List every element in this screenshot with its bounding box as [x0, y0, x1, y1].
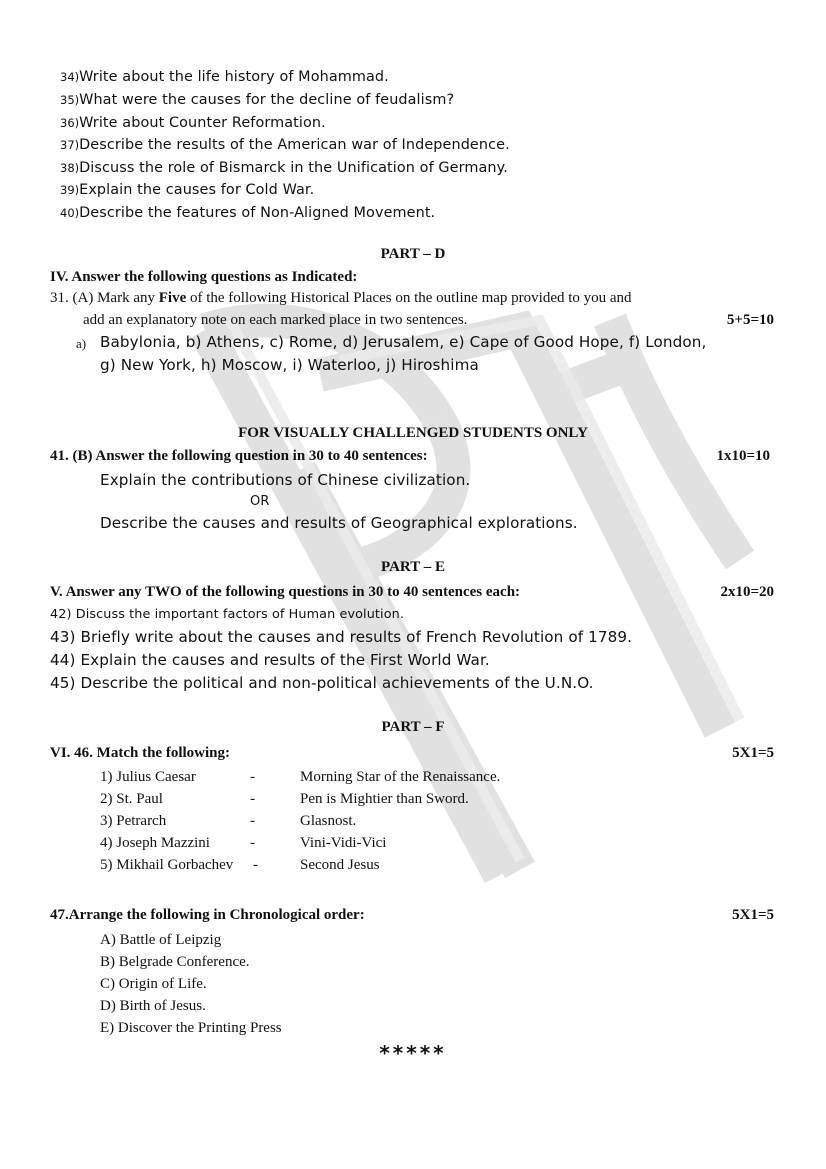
match-left-3: 3) Petrarch — [100, 813, 167, 829]
chronology-item-c: C) Origin of Life. — [100, 976, 207, 992]
question-47-instruction: 47.Arrange the following in Chronological order: — [50, 907, 365, 923]
match-left-2: 2) St. Paul — [100, 791, 163, 807]
question-text: Write about the life history of Mohammad. — [79, 69, 389, 85]
part-d-heading: PART – D — [380, 246, 446, 262]
question-number: 36) — [60, 116, 80, 130]
question-43: 43) Briefly write about the causes and results of French Revolution of 1789. — [50, 628, 633, 646]
question-31-rest: of the following Historical Places on the outline map provided to you and — [186, 290, 632, 306]
question-31-prefix: 31. (A) Mark any — [50, 290, 159, 306]
question-31-line1 — [50, 290, 632, 307]
visually-challenged-heading: FOR VISUALLY CHALLENGED STUDENTS ONLY — [238, 425, 588, 441]
part-e-marks: 2x10=20 — [720, 584, 774, 600]
question-40 — [60, 202, 435, 221]
match-dash-1: - — [250, 769, 255, 785]
question-39 — [60, 179, 314, 198]
question-number: 37) — [60, 138, 80, 152]
or-separator: OR — [250, 494, 270, 509]
question-35 — [60, 89, 454, 108]
chronology-item-a: A) Battle of Leipzig — [100, 932, 222, 948]
match-dash-2: - — [250, 791, 255, 807]
places-list-line2: g) New York, h) Moscow, i) Waterloo, j) Hiroshima — [100, 356, 479, 374]
question-41-marks: 1x10=10 — [716, 448, 770, 464]
question-36 — [60, 112, 326, 131]
question-31-line2: add an explanatory note on each marked place in two sentences. — [83, 312, 468, 328]
question-number: 35) — [60, 93, 80, 107]
match-left-1: 1) Julius Caesar — [100, 769, 196, 785]
question-44: 44) Explain the causes and results of the First World War. — [50, 651, 490, 669]
question-42: 42) Discuss the important factors of Human evolution. — [50, 607, 404, 622]
question-text: Explain the causes for Cold War. — [79, 182, 315, 198]
question-41-option-2: Describe the causes and results of Geographical explorations. — [100, 514, 578, 532]
match-left-4: 4) Joseph Mazzini — [100, 835, 210, 851]
question-text: Describe the features of Non-Aligned Movement. — [79, 205, 436, 221]
question-31-marks: 5+5=10 — [726, 312, 774, 328]
question-46-marks: 5X1=5 — [732, 745, 774, 761]
question-number: 39) — [60, 183, 80, 197]
question-37 — [60, 134, 510, 153]
question-number: 40) — [60, 206, 80, 220]
places-list-line1: Babylonia, b) Athens, c) Rome, d) Jerusalem, e) Cape of Good Hope, f) London, — [100, 333, 707, 351]
match-dash-5: - — [253, 857, 258, 873]
match-right-4: Vini-Vidi-Vici — [300, 835, 387, 851]
question-45: 45) Describe the political and non-political achievements of the U.N.O. — [50, 674, 594, 692]
match-dash-3: - — [250, 813, 255, 829]
part-f-heading: PART – F — [381, 719, 445, 735]
match-right-1: Morning Star of the Renaissance. — [300, 769, 501, 785]
end-of-paper-marker: ***** — [379, 1041, 447, 1065]
question-47-marks: 5X1=5 — [732, 907, 774, 923]
match-right-3: Glasnost. — [300, 813, 357, 829]
question-text: What were the causes for the decline of feudalism? — [79, 92, 455, 108]
chronology-item-e: E) Discover the Printing Press — [100, 1020, 282, 1036]
question-text: Describe the results of the American war of Independence. — [79, 137, 510, 153]
question-41-instruction: 41. (B) Answer the following question in 30 to 40 sentences: — [50, 448, 428, 464]
part-d-instruction: IV. Answer the following questions as Indicated: — [50, 269, 358, 285]
question-number: 38) — [60, 161, 80, 175]
places-list-label: a) — [76, 336, 87, 351]
question-46-instruction: VI. 46. Match the following: — [50, 745, 230, 761]
question-text: Discuss the role of Bismarck in the Unification of Germany. — [79, 160, 508, 176]
question-text: Write about Counter Reformation. — [79, 115, 326, 131]
part-e-heading: PART – E — [381, 559, 445, 575]
match-dash-4: - — [250, 835, 255, 851]
question-31-emphasis: Five — [158, 290, 187, 306]
match-right-5: Second Jesus — [300, 857, 380, 873]
match-right-2: Pen is Mightier than Sword. — [300, 791, 469, 807]
chronology-item-b: B) Belgrade Conference. — [100, 954, 250, 970]
question-41-option-1: Explain the contributions of Chinese civilization. — [100, 471, 471, 489]
chronology-item-d: D) Birth of Jesus. — [100, 998, 206, 1014]
match-left-5: 5) Mikhail Gorbachev — [100, 857, 234, 873]
part-e-instruction: V. Answer any TWO of the following questions in 30 to 40 sentences each: — [50, 584, 521, 600]
question-number: 34) — [60, 70, 80, 84]
question-34 — [60, 66, 389, 85]
question-38 — [60, 157, 508, 176]
